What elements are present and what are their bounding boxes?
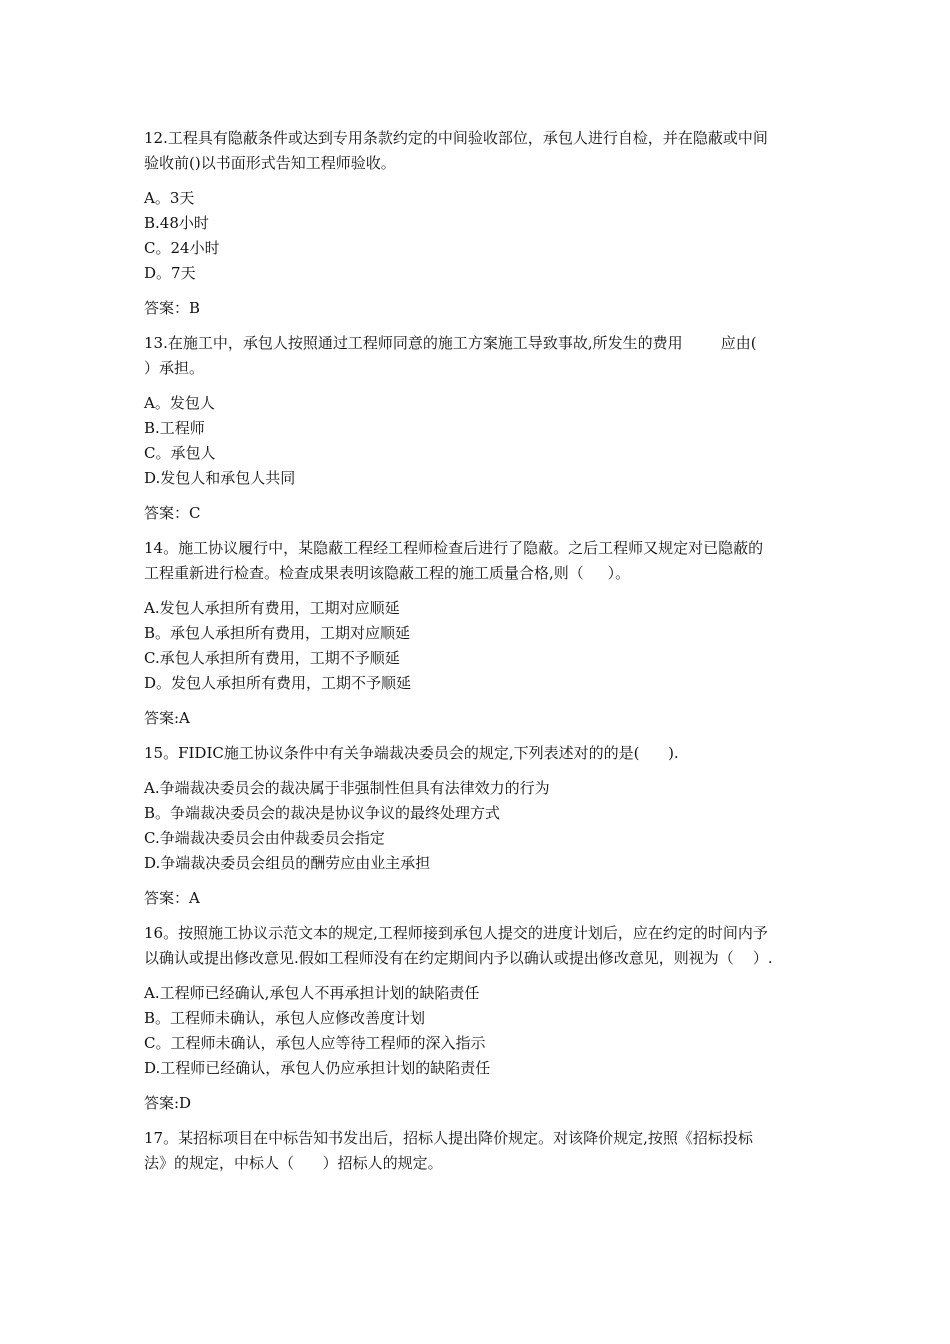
question-13 (144, 331, 814, 526)
option-b: B。工程师未确认，承包人应修改善度计划 (144, 1009, 426, 1027)
question-16 (144, 921, 814, 1116)
option-list (144, 391, 814, 491)
option-d: D.争端裁决委员会组员的酬劳应由业主承担 (144, 854, 431, 872)
option-list (144, 981, 814, 1081)
question-15 (144, 741, 814, 911)
option-list (144, 186, 814, 286)
option-a: A.争端裁决委员会的裁决属于非强制性但具有法律效力的行为 (144, 779, 550, 797)
option-c: C。工程师未确认，承包人应等待工程师的深入指示 (144, 1034, 486, 1052)
question-text (144, 331, 814, 381)
option-a: A。3天 (144, 189, 195, 207)
answer-text: 答案:D (144, 1094, 192, 1112)
option-d: D.发包人和承包人共同 (144, 469, 296, 487)
option-c: C。承包人 (144, 444, 216, 462)
question-text (144, 126, 814, 176)
question-line: 14。施工协议履行中，某隐蔽工程经工程师检查后进行了隐蔽。之后工程师又规定对已隐蔽的 (144, 539, 764, 557)
option-list (144, 596, 814, 696)
question-line: 以确认或提出修改意见.假如工程师没有在约定期间内予以确认或提出修改意见，则视为（ ）. (144, 949, 773, 967)
option-list (144, 776, 814, 876)
document-page (144, 126, 814, 1186)
question-line: 验收前()以书面形式告知工程师验收。 (144, 154, 396, 172)
question-line: 12.工程具有隐蔽条件或达到专用条款约定的中间验收部位，承包人进行自检，并在隐蔽或中间 (144, 129, 768, 147)
option-b: B。争端裁决委员会的裁决是协议争议的最终处理方式 (144, 804, 501, 822)
answer-text: 答案：A (144, 889, 200, 907)
option-b: B.48小时 (144, 214, 209, 232)
question-17 (144, 1126, 814, 1176)
question-line: ）承担。 (144, 359, 205, 377)
question-text (144, 741, 814, 766)
option-d: D。发包人承担所有费用，工期不予顺延 (144, 674, 412, 692)
question-text (144, 921, 814, 971)
option-b: B。承包人承担所有费用，工期对应顺延 (144, 624, 411, 642)
option-c: C.争端裁决委员会由仲裁委员会指定 (144, 829, 385, 847)
option-a: A。发包人 (144, 394, 215, 412)
question-14 (144, 536, 814, 731)
question-text (144, 1126, 814, 1176)
question-12 (144, 126, 814, 321)
option-c: C.承包人承担所有费用，工期不予顺延 (144, 649, 400, 667)
question-line: 工程重新进行检查。检查成果表明该隐蔽工程的施工质量合格,则（ ）。 (144, 564, 631, 582)
question-line: 13.在施工中，承包人按照通过工程师同意的施工方案施工导致事故,所发生的费用 应由( (144, 334, 757, 352)
option-a: A.发包人承担所有费用，工期对应顺延 (144, 599, 400, 617)
option-d: D.工程师已经确认，承包人仍应承担计划的缺陷责任 (144, 1059, 491, 1077)
answer-text: 答案：B (144, 299, 201, 317)
question-line: 16。按照施工协议示范文本的规定,工程师接到承包人提交的进度计划后，应在约定的时间内予 (144, 924, 768, 942)
option-c: C。24小时 (144, 239, 220, 257)
question-line: 15。FIDIC施工协议条件中有关争端裁决委员会的规定,下列表述对的的是( ). (144, 744, 679, 762)
option-b: B.工程师 (144, 419, 205, 437)
option-a: A.工程师已经确认,承包人不再承担计划的缺陷责任 (144, 984, 480, 1002)
question-line: 法》的规定，中标人（ ）招标人的规定。 (144, 1154, 443, 1172)
question-text (144, 536, 814, 586)
answer-text: 答案:A (144, 709, 190, 727)
answer-text: 答案：C (144, 504, 201, 522)
option-d: D。7天 (144, 264, 196, 282)
question-line: 17。某招标项目在中标告知书发出后，招标人提出降价规定。对该降价规定,按照《招标投标 (144, 1129, 753, 1147)
